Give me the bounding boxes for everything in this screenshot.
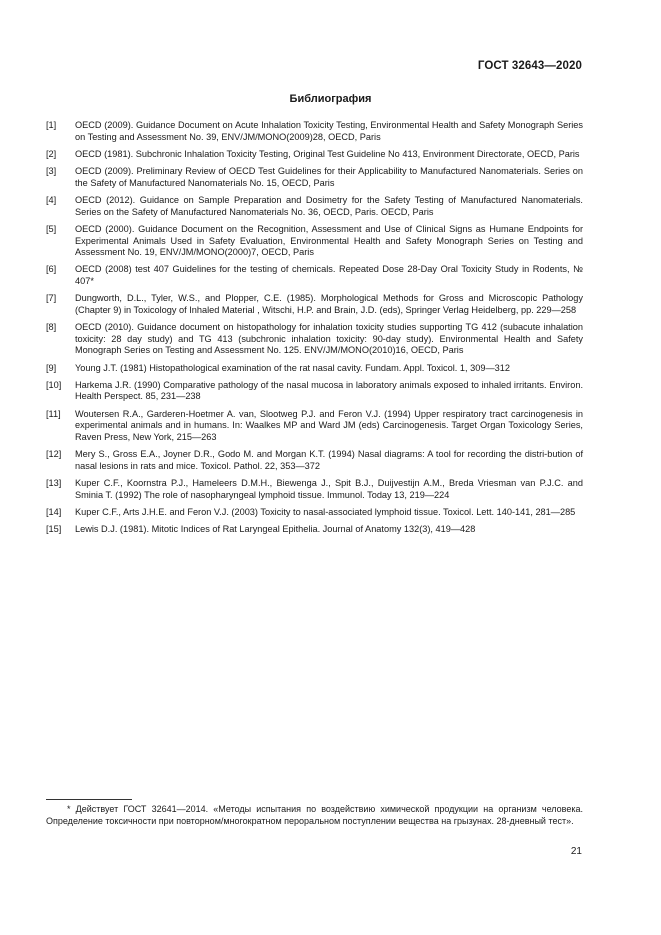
reference-item [46, 166, 583, 189]
reference-item [46, 409, 583, 444]
reference-number: [8] [46, 322, 57, 333]
reference-item [46, 264, 583, 287]
reference-number: [6] [46, 264, 57, 275]
reference-item [46, 149, 583, 161]
reference-item [46, 293, 583, 316]
reference-text: Young J.T. (1981) Histopathological examination of the rat nasal cavity. Fundam. Appl. Toxicol. 1, 309—312 [75, 362, 510, 373]
reference-item [46, 120, 583, 143]
reference-text: OECD (2010). Guidance document on histopathology for inhalation toxicity studies supporting TG 412 (subacute inhalation toxicity: 28 day study) and TG 413 (subchronic inhalation toxicity: 90-day study). Environmental Health and Safety Monograph Series on Testing and Assessment No. 125. ENV/JM/MONO(2010)16, OECD, Paris [75, 322, 583, 356]
reference-number: [13] [46, 478, 62, 489]
reference-number: [1] [46, 120, 57, 130]
reference-text: OECD (2008) test 407 Guidelines for the testing of chemicals. Repeated Dose 28-Day Oral Toxicity Study in Rodents, № 407* [75, 264, 583, 286]
reference-item [46, 380, 583, 403]
page-title: Библиография [289, 93, 372, 105]
reference-text: Harkema J.R. (1990) Comparative pathology of the nasal mucosa in laboratory animals exposed to inhaled irritants. Environ. Health Perspect. 85, 231—238 [75, 379, 583, 402]
reference-item [46, 322, 583, 357]
reference-text: OECD (2009). Guidance Document on Acute Inhalation Toxicity Testing, Environmental Health and Safety Monograph Series on Testing and Assessment No. 39, ENV/JM/MONO(2009)28, OECD, Paris [75, 120, 583, 142]
reference-text: Dungworth, D.L., Tyler, W.S., and Plopper, C.E. (1985). Morphological Methods for Gross and Microscopic Pathology (Chapter 9) in Toxicology of Inhaled Material , Witschi, H.P. and Brain, J.D. (eds), Springer Verlag Heidelberg, pp. 229—258 [75, 293, 583, 315]
reference-text: OECD (2009). Preliminary Review of OECD Test Guidelines for their Applicability to Manufactured Nanomaterials. Series on the Safety of Manufactured Nanomaterials No. 15, OECD, Paris [75, 166, 583, 188]
reference-text: Kuper C.F., Arts J.H.E. and Feron V.J. (2003) Toxicity to nasal-associated lymphoid tissue. Toxicol. Lett. 140-141, 281—285 [75, 506, 576, 517]
reference-number: [4] [46, 195, 57, 206]
reference-item [46, 224, 583, 259]
reference-number: [2] [46, 148, 57, 159]
document-code: ГОСТ 32643—2020 [477, 60, 582, 72]
reference-item [46, 478, 583, 501]
reference-item [46, 524, 583, 536]
reference-text: Woutersen R.A., Garderen-Hoetmer A. van, Slootweg P.J. and Feron V.J. (1994) Upper respiratory tract carcinogenesis in experimental animals and in humans. In: Waalkes MP and Ward JM (eds) Carcinogenesis. Target Organ Toxicology Series, Raven Press, New York, 215—263 [75, 408, 583, 442]
reference-number: [5] [46, 223, 57, 234]
reference-text: Lewis D.J. (1981). Mitotic Indices of Rat Laryngeal Epithelia. Journal of Anatomy 132(3), 419—428 [75, 524, 476, 535]
reference-item [46, 507, 583, 519]
footnote: * Действует ГОСТ 32641—2014. «Методы испытания по воздействию химической продукции на организм человека. Определение токсичности при повторном/многократном пероральном поступлении вещества на грызунах. 28-дневный тест». [46, 804, 583, 826]
footnote-divider [46, 799, 132, 800]
reference-text: OECD (2000). Guidance Document on the Recognition, Assessment and Use of Clinical Signs as Humane Endpoints for Experimental Animals Used in Safety Evaluation, Environmental Health and Safety Monograph Series on Testing and Assessment No. 19, ENV/JM/MONO(2000)7, OECD, Paris [75, 223, 583, 258]
reference-text: OECD (1981). Subchronic Inhalation Toxicity Testing, Original Test Guideline No 413, Environment Directorate, OECD, Paris [75, 148, 580, 159]
reference-item [46, 363, 583, 375]
reference-number: [3] [46, 166, 57, 177]
reference-item [46, 449, 583, 472]
reference-number: [7] [46, 293, 57, 304]
bibliography-list [46, 120, 583, 542]
reference-item [46, 195, 583, 218]
reference-text: OECD (2012). Guidance on Sample Preparation and Dosimetry for the Safety Testing of Manufactured Nanomaterials. Series on the Safety of Manufactured Nanomaterials No. 36, OECD, Paris. OECD, Paris [75, 195, 583, 217]
reference-number: [10] [46, 379, 62, 390]
reference-text: Mery S., Gross E.A., Joyner D.R., Godo M. and Morgan K.T. (1994) Nasal diagrams: A tool for recording the distri-bution of nasal lesions in rats and mice. Toxicol. Pathol. 22, 353—372 [75, 449, 583, 471]
reference-number: [12] [46, 449, 62, 460]
reference-number: [15] [46, 524, 62, 535]
reference-number: [9] [46, 362, 57, 373]
page-number: 21 [570, 846, 582, 857]
reference-number: [11] [46, 408, 61, 419]
reference-number: [14] [46, 506, 62, 517]
reference-text: Kuper C.F., Koornstra P.J., Hameleers D.M.H., Biewenga J., Spit B.J., Duijvestijn A.M., Breda Vriesman van P.J.C. and Sminia T. (1992) The role of nasopharyngeal lymphoid tissue. Immunol. Today 13, 219—224 [75, 478, 583, 500]
